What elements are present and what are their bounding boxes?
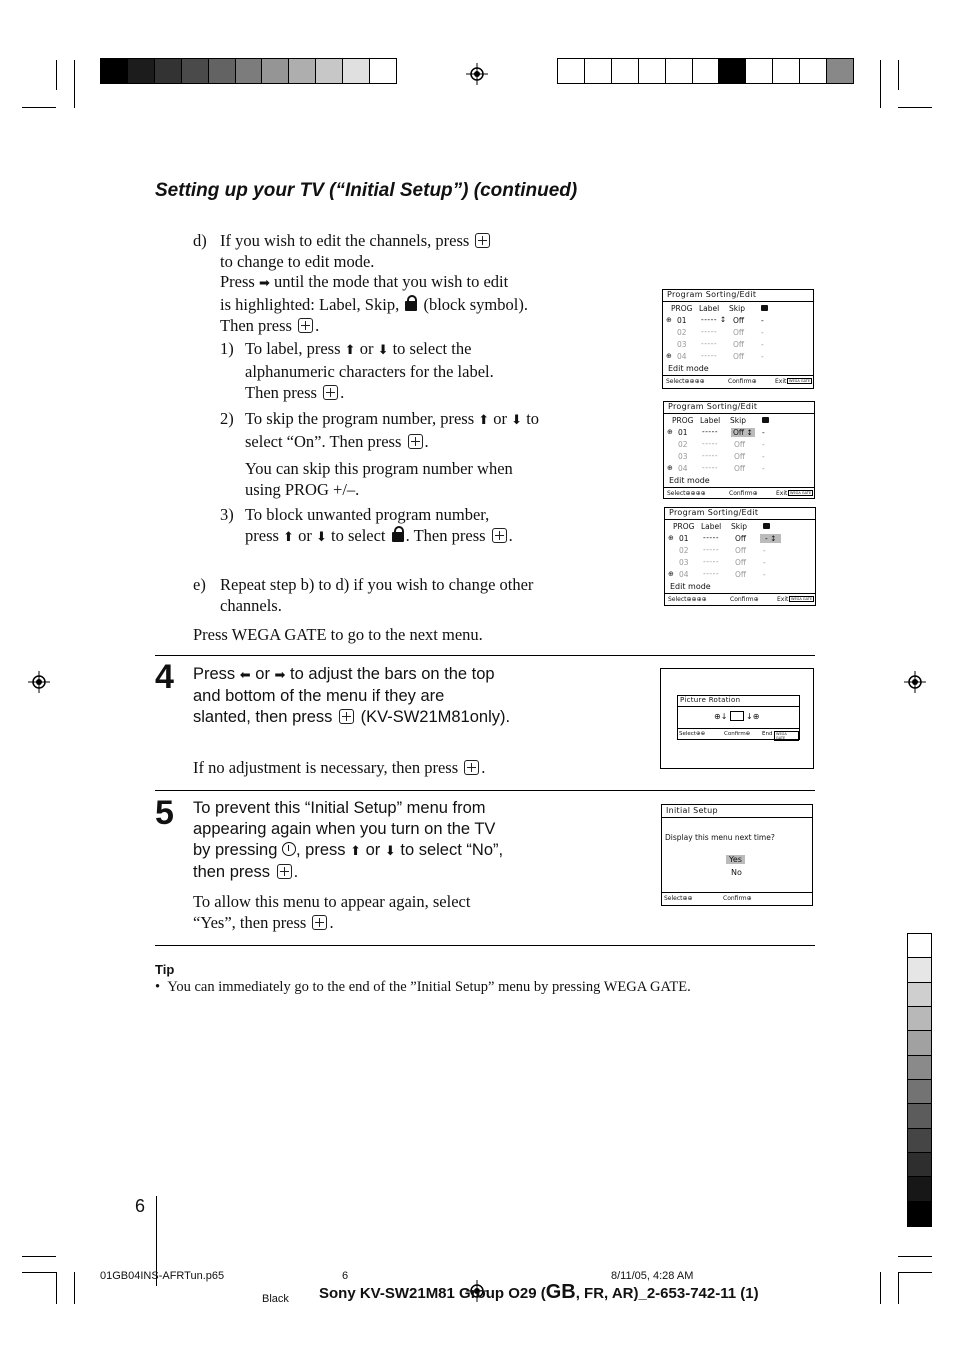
lock-icon [763,523,770,529]
power-icon [282,842,296,856]
skip-value: Off [735,546,747,555]
enter-button-icon [475,233,490,248]
color-swatch [908,1080,931,1104]
step-d-line: (block symbol). [423,294,528,314]
prog-number: 03 [677,340,687,349]
crop-mark [880,1272,881,1304]
color-swatch [908,1104,931,1128]
block-value: - [761,328,764,337]
navigation-icon: ⊕ [667,464,673,472]
navigation-icon: ⊕ [668,570,674,578]
press-wega-note: Press WEGA GATE to go to the next menu. [193,625,483,644]
screen-title: Picture Rotation [680,696,741,704]
skip-value: Off ↕ [733,428,753,437]
step-5-line: To prevent this “Initial Setup” menu from [193,799,486,817]
lock-icon [762,417,769,423]
label-value: ----- [703,533,720,542]
rotate-right-icon: ↓⊕ [746,712,760,721]
skip-value: Off [733,328,745,337]
initial-setup-screen [661,804,813,906]
enter-button-icon [323,385,338,400]
screen-separator [662,817,812,818]
step-4-line: Press [193,665,236,683]
enter-button-icon [408,434,423,449]
sub-3-line: To block unwanted program number, [245,505,490,524]
prog-number: 04 [679,570,689,579]
skip-value: Off [735,558,747,567]
column-header: Label [700,416,721,425]
enter-button-icon [277,864,292,879]
sub-3-or: or [298,525,312,545]
page-number: 6 [135,1196,146,1216]
navigation-icon: ⊕ [667,428,673,436]
step-d-marker: d) [193,231,207,250]
crop-mark [74,1272,75,1304]
color-swatch [639,59,666,83]
step-5-note-line: To allow this menu to appear again, select [193,892,471,911]
step-d-line: If you wish to edit the channels, press [220,231,470,250]
lock-icon [392,532,404,542]
color-swatch [236,59,263,83]
screen-separator [662,892,812,893]
sub-2-line: to [526,409,540,428]
column-header: Label [699,304,720,313]
color-swatch [128,59,155,83]
screen-separator [665,593,815,594]
color-swatch [209,59,236,83]
enter-button-icon [312,915,327,930]
enter-button-icon [298,318,313,333]
screen-separator [678,728,799,729]
step-5-line: to select “No”, [400,841,504,859]
step-d-line: until the mode that you wish to edit [274,272,509,291]
registration-mark-icon [28,671,50,693]
arrow-down-icon: ⬇ [315,529,327,545]
arrow-down-icon: ⬇ [384,844,396,859]
crop-mark [74,60,75,108]
prog-number: 03 [678,452,688,461]
color-swatch [289,59,316,83]
color-swatch [182,59,209,83]
picture-rotation-screen [677,695,800,740]
footer-file: 01GB04INS-AFRTun.p65 [100,1270,225,1282]
label-value: ----- [703,557,720,566]
confirm-hint: Confirm⊕ [724,731,751,737]
step-5-line: appearing again when you turn on the TV [193,820,496,838]
sub-1-line: Then press [245,383,317,402]
select-hint: Select⊕⊕ [679,731,706,737]
crop-mark [880,60,881,108]
label-value: ----- [701,327,718,336]
crop-mark [898,1272,932,1273]
arrow-right-icon: ➡ [274,668,286,683]
prog-number: 01 [677,316,687,325]
color-swatch [773,59,800,83]
skip-value: Off [733,316,745,325]
step-4-note: If no adjustment is necessary, then press . [193,758,486,777]
label-value: ----- [702,439,719,448]
sub-1-line: alphanumeric characters for the label. [245,361,494,381]
block-value: - [763,546,766,555]
block-value: - [762,452,765,461]
option-no: No [731,868,742,877]
step-d-line: is highlighted: Label, Skip, [220,294,400,314]
color-swatch [908,1129,931,1153]
rotation-box [730,711,744,721]
step-4-number: 4 [155,658,174,696]
sub-3-line: press [245,525,279,545]
skip-value: Off [735,570,747,579]
label-value: ----- [701,339,718,348]
select-hint: Select⊕⊕⊕⊕ [667,490,706,497]
color-swatch [827,59,853,83]
column-header: PROG [672,416,694,425]
navigation-icon: ⊕ [666,316,672,324]
rotate-left-icon: ⊕↓ [714,712,728,721]
color-swatch [908,983,931,1007]
prog-number: 01 [679,534,689,543]
enter-button-icon [492,528,507,543]
crop-mark [898,107,932,108]
skip-value: Off [735,534,747,543]
color-swatch [558,59,585,83]
column-header: PROG [673,522,695,531]
divider [155,655,815,656]
wega-gate-key: WEGA GATE [774,731,799,741]
color-swatch [800,59,827,83]
column-header: PROG [671,304,693,313]
step-4-line: and bottom of the menu if they are [193,687,445,705]
footer-model-a: Sony KV-SW21M81 Group O29 ( [319,1285,546,1302]
exit-hint: Exit [777,596,789,603]
step-d-text: If you wish to edit the channels, press to change to edit mode. Press ➡ until the mode that you wish to edit is highlighted: Label, Skip, (block symbol). Then press . [220,231,640,337]
label-value: ----- [703,545,720,554]
color-swatch [155,59,182,83]
program-sorting-screen-2 [663,401,815,499]
color-calibration-bar-side [907,933,932,1227]
divider [155,945,815,946]
arrow-down-icon: ⬇ [511,413,523,428]
wega-gate-key: WEGA GATE [789,379,811,383]
footer-model [319,1281,759,1304]
color-swatch [666,59,693,83]
step-4-text [193,664,643,728]
color-swatch [746,59,773,83]
edit-mode-label: Edit mode [670,582,711,591]
prog-number: 01 [678,428,688,437]
crop-mark [22,107,56,108]
step-e-text [220,575,620,616]
edit-mode-label: Edit mode [668,364,709,373]
step-5-number: 5 [155,794,174,832]
color-swatch [908,1202,931,1226]
arrow-up-icon: ⬆ [283,529,294,545]
sub-3-line: to select [330,525,386,545]
tip-label: Tip [155,962,175,977]
exit-hint: Exit [776,490,788,497]
tip-text [155,979,691,996]
select-hint: Select⊕⊕ [664,895,693,902]
step-5-note: To allow this menu to appear again, select “Yes”, then press . [193,892,613,933]
skip-value: Off [734,440,746,449]
sub-2-line: To skip the program number, press [245,409,475,428]
sub-2-line: select “On”. Then press [245,431,402,451]
footer-page: 6 [342,1270,349,1282]
block-value: - [762,464,765,473]
registration-mark-icon [904,671,926,693]
prog-number: 02 [679,546,689,555]
step-d-line: Press [220,272,255,291]
crop-mark [898,60,899,90]
block-value: - [761,340,764,349]
color-swatch [908,1031,931,1055]
color-swatch [908,1153,931,1177]
step-4-line: slanted, then press [193,708,333,726]
step-e-line: channels. [220,595,282,615]
screen-separator [665,519,815,520]
block-value: - [763,558,766,567]
edit-mode-label: Edit mode [669,476,710,485]
sub-1-line: To label, press [245,339,341,358]
wega-gate-key: WEGA GATE [790,491,812,495]
column-header: Label [701,522,722,531]
screen-title: Initial Setup [666,806,718,815]
prog-number: 04 [678,464,688,473]
label-value: ----- [703,569,720,578]
crop-mark [898,1256,932,1257]
step-5-line: by pressing [193,841,278,859]
color-swatch [908,1056,931,1080]
screen-separator [663,375,813,376]
label-value: ----- [701,351,718,360]
arrow-up-icon: ⬆ [344,343,356,358]
skip-value: Off [734,464,746,473]
label-value: ----- [702,427,719,436]
block-value: - [761,352,764,361]
sub-1-marker: 1) [220,339,234,358]
arrow-up-icon: ⬆ [478,413,490,428]
step-4-line: to adjust the bars on the top [290,665,495,683]
navigation-icon: ⊕ [668,534,674,542]
skip-value: Off [734,452,746,461]
block-value: - [763,570,766,579]
step-5-line: , press [295,841,346,859]
color-swatch [908,934,931,958]
confirm-hint: Confirm⊕ [730,596,759,603]
screen-separator [664,413,814,414]
sub-2-note: using PROG +/–. [245,479,360,499]
arrow-right-icon: ➡ [258,276,270,291]
confirm-hint: Confirm⊕ [728,378,757,385]
screen-title: Program Sorting/Edit [669,508,759,517]
navigation-icon: ⊕ [666,352,672,360]
step-5-line: then press [193,863,271,881]
block-value: - [762,428,765,437]
crop-mark [22,1272,56,1273]
step-5-note-line: “Yes”, then press [193,912,307,932]
sub-1-text: To label, press ⬆ or ⬇ to select the alphanumeric characters for the label. Then press . [245,339,635,404]
lock-icon [761,305,768,311]
prog-number: 04 [677,352,687,361]
color-swatch [693,59,720,83]
color-swatch [908,1007,931,1031]
step-e-line: Repeat step b) to d) if you wish to change other [220,575,534,594]
footer-date: 8/11/05, 4:28 AM [611,1270,694,1282]
color-swatch [262,59,289,83]
arrow-left-icon: ⬅ [239,668,251,683]
prog-number: 02 [677,328,687,337]
color-calibration-bar-right [557,58,854,84]
enter-button-icon [339,709,354,724]
skip-value: Off [733,352,745,361]
color-swatch [908,1177,931,1201]
color-swatch [316,59,343,83]
crop-mark [22,1256,56,1257]
crop-mark [56,1272,57,1304]
arrow-up-icon: ⬆ [350,844,362,859]
sub-3-text: To block unwanted program number, press ⬆ or ⬇ to select . Then press . [245,505,635,548]
step-4-note-text: If no adjustment is necessary, then press [193,758,459,777]
step-4-line: (KV-SW21M81only). [360,708,511,726]
color-swatch [908,958,931,982]
label-value: ----- [702,463,719,472]
sub-1-line: to select the [392,339,472,358]
screen-separator [664,487,814,488]
step-5-text: To prevent this “Initial Setup” menu from appearing again when you turn on the TV by pressing , press ⬆ or ⬇ to select “No”, then press . [193,798,643,883]
label-value: ----- ↕ [701,315,727,324]
column-header: Skip [731,522,747,531]
footer-model-gb: GB [545,1281,576,1303]
select-hint: Select⊕⊕⊕⊕ [668,596,707,603]
step-4-or: or [255,665,270,683]
confirm-hint: Confirm⊕ [729,490,758,497]
exit-hint: Exit [775,378,787,385]
sub-2-note: You can skip this program number when [245,459,513,478]
color-swatch [343,59,370,83]
option-yes: Yes [726,855,745,864]
block-value: - [761,316,764,325]
confirm-hint: Confirm⊕ [723,895,752,902]
tip-body: You can immediately go to the end of the ”Initial Setup” menu by pressing WEGA GATE. [167,979,691,995]
lock-icon [405,301,417,311]
registration-mark-icon [466,63,488,85]
tip-bullet: • [155,979,161,995]
enter-button-icon [464,760,479,775]
step-5-or: or [365,841,381,859]
crop-mark [898,1272,899,1304]
sub-2-text: To skip the program number, press ⬆ or ⬇ to select “On”. Then press . You can skip this program number when using PROG +/–. [245,409,635,500]
skip-value: Off [733,340,745,349]
step-d-line: to change to edit mode. [220,251,375,271]
footer-color: Black [262,1293,289,1305]
color-swatch [101,59,128,83]
prog-number: 03 [679,558,689,567]
wega-gate-key: WEGA GATE [791,597,813,601]
color-swatch [612,59,639,83]
column-header: Skip [730,416,746,425]
program-sorting-screen-3 [664,507,816,606]
screen-question: Display this menu next time? [665,833,775,842]
label-value: ----- [702,451,719,460]
sub-3-marker: 3) [220,505,234,524]
arrow-down-icon: ⬇ [377,343,389,358]
sub-2-or: or [493,409,508,428]
color-swatch [719,59,746,83]
block-value: - ↕ [760,534,781,543]
screen-separator [678,706,799,707]
crop-mark [56,60,57,90]
sub-3-line: . Then press [405,525,486,545]
end-hint: End [762,731,773,737]
color-swatch [585,59,612,83]
color-swatch [370,59,396,83]
sub-1-or: or [359,339,374,358]
column-header: Skip [729,304,745,313]
color-calibration-bar-left [100,58,397,84]
select-hint: Select⊕⊕⊕⊕ [666,378,705,385]
sub-2-marker: 2) [220,409,234,428]
divider [155,790,815,791]
program-sorting-screen-1 [662,289,814,389]
page-title: Setting up your TV (“Initial Setup”) (continued) [155,180,578,201]
screen-title: Program Sorting/Edit [668,402,758,411]
prog-number: 02 [678,440,688,449]
screen-separator [663,301,813,302]
footer-model-b: , FR, AR)_2-653-742-11 (1) [575,1285,759,1302]
step-e-marker: e) [193,575,206,594]
step-d-line: Then press [220,316,292,335]
block-value: - [762,440,765,449]
screen-title: Program Sorting/Edit [667,290,757,299]
